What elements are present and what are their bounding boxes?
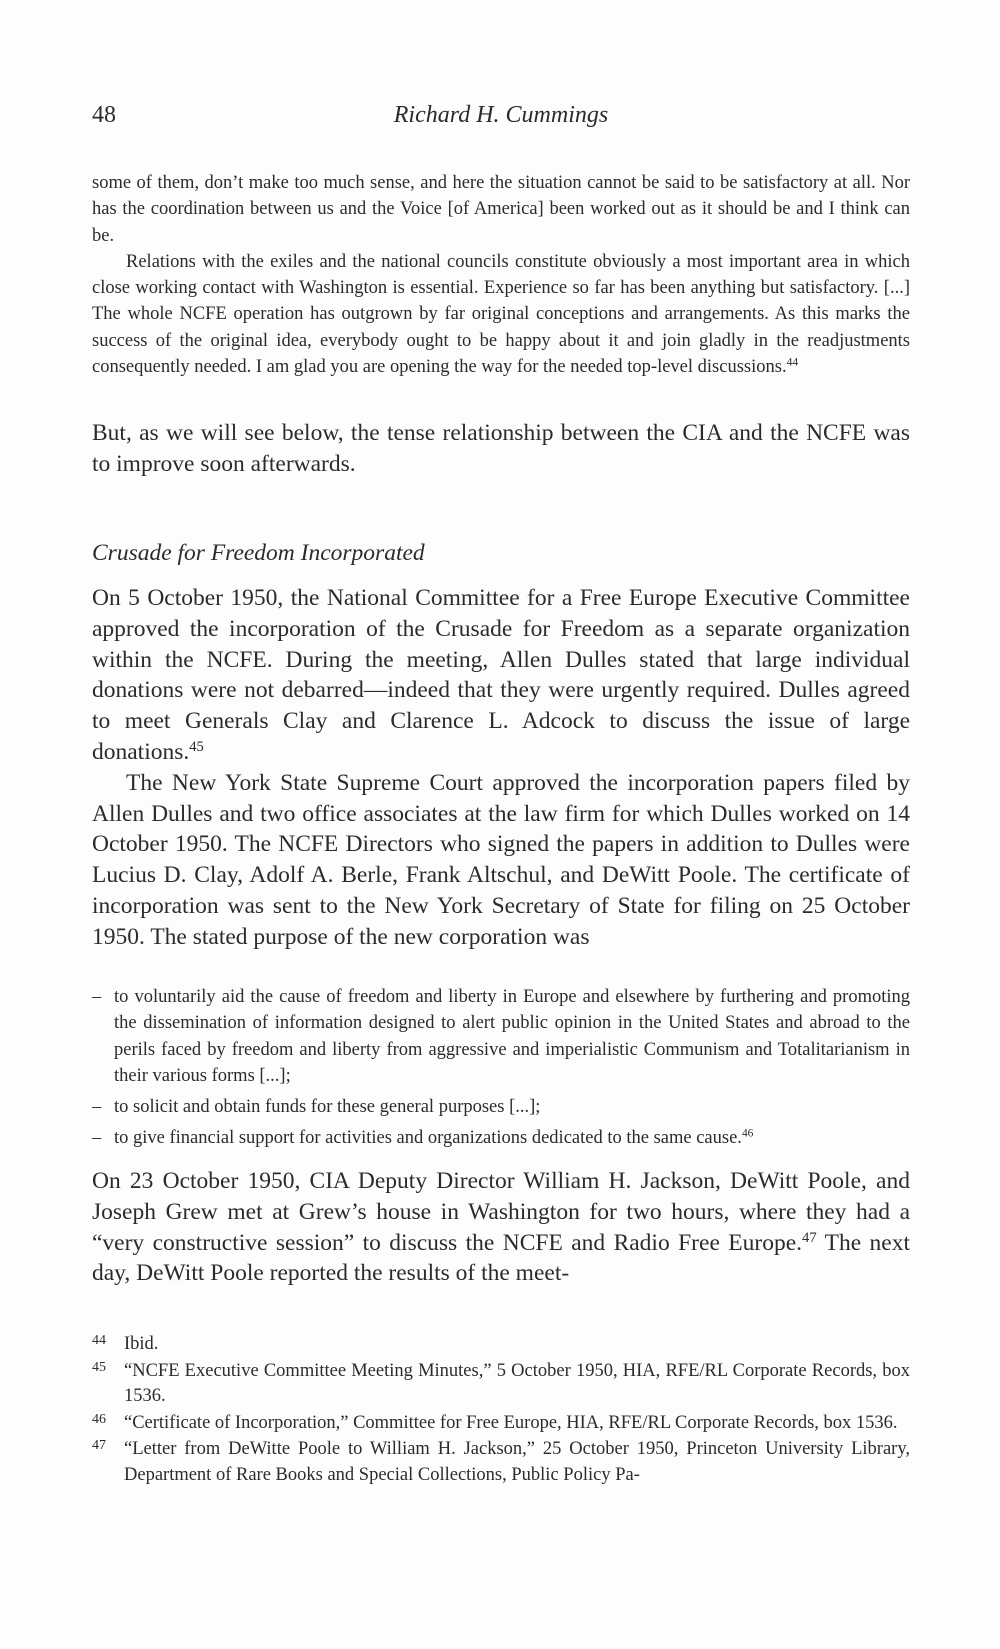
footnote-ref: 44 (786, 356, 799, 369)
footnotes (92, 1332, 910, 1489)
footnote-number: 46 (92, 1411, 106, 1427)
quote-paragraph: some of them, don’t make too much sense, and here the situation cannot be said to be satisfactory at all. Nor has the coordination between us and the Voice [of America] been worked out as it should be and I think can be. (92, 173, 910, 246)
list-dash: – (92, 987, 102, 1007)
paragraph-text-part: On 23 October 1950, CIA Deputy Director William H. Jackson, DeWitt Poole, and Joseph Grew met at Grew’s house in Washington for two hours, where they had a “very constructive session” to discuss the NCFE and Radio Free Europe. (92, 1168, 910, 1256)
page-header (92, 102, 910, 142)
footnote (92, 1359, 910, 1410)
quote-text: Relations with the exiles and the national councils constitute obviously a most important area in which close working contact with Washington is essential. Experience so far has been anything but satisfactory. [...] The whole NCFE operation has outgrown by far original conceptions and arrangements. As this marks the success of the original idea, everybody ought to be happy about it and join gladly in the readjustments consequently needed. I am glad you are opening the way for the needed top-level discussions. (92, 251, 910, 378)
paragraph-text-part: The next day, DeWitt Poole reported the results of the meet- (92, 1229, 910, 1287)
paragraph-text: On 5 October 1950, the National Committee for a Free Europe Executive Committee approved the incorporation of the Crusade for Freedom as a separate organization within the NCFE. During the meeting, Allen Dulles stated that large individual donations were not debarred—indeed that they were urgently required. Dulles agreed to meet Generals Clay and Clarence L. Adcock to discuss the issue of large donations. (92, 585, 910, 765)
footnote-number: 47 (92, 1438, 106, 1453)
paragraph-text: But, as we will see below, the tense relationship between the CIA and the NCFE was to improve soon afterwards. (92, 420, 910, 477)
footnote-text: “NCFE Executive Committee Meeting Minutes,” 5 October 1950, HIA, RFE/RL Corporate Records, box 1536. (124, 1360, 910, 1406)
footnote-ref: 46 (741, 1128, 754, 1141)
running-head: Richard H. Cummings (393, 102, 609, 128)
body-paragraph (92, 1166, 910, 1289)
body-paragraph (92, 418, 910, 480)
footnote-ref: 47 (802, 1229, 817, 1246)
footnote-ref: 45 (189, 738, 204, 755)
list-item (92, 1125, 910, 1151)
purpose-list (92, 984, 910, 1157)
footnote-text: “Letter from DeWitte Poole to William H. Jackson,” 25 October 1950, Princeton University Library, Department of Rare Books and Special Collections, Public Policy Pa- (124, 1439, 910, 1485)
list-item-text: to voluntarily aid the cause of freedom and liberty in Europe and elsewhere by furthering and promoting the dissemination of information designed to alert public opinion in the United States and abroad to the perils faced by freedom and liberty from aggressive and imperialistic Communism and Totalitarianism in their various forms [...]; (114, 987, 910, 1086)
footnote (92, 1411, 910, 1437)
paragraph-text (92, 1166, 910, 1289)
footnote-text: “Certificate of Incorporation,” Committee for Free Europe, HIA, RFE/RL Corporate Records, box 1536. (124, 1412, 898, 1433)
list-item (92, 984, 910, 1089)
footnote-number: 45 (92, 1359, 106, 1375)
quote-paragraph (92, 249, 910, 380)
footnote-number: 44 (92, 1333, 106, 1348)
list-dash: – (92, 1128, 102, 1149)
footnote (92, 1332, 910, 1358)
list-dash: – (92, 1097, 102, 1118)
section-heading: Crusade for Freedom Incorporated (92, 540, 425, 566)
list-item-text: to give financial support for activities and organizations dedicated to the same cause. (114, 1128, 742, 1149)
block-quote (92, 170, 910, 380)
body-section (92, 583, 910, 953)
list-item-text: to solicit and obtain funds for these general purposes [...]; (114, 1097, 541, 1118)
page-number: 48 (92, 102, 116, 128)
list-item (92, 1094, 910, 1120)
footnote-text: Ibid. (124, 1334, 159, 1354)
body-paragraph: The New York State Supreme Court approved the incorporation papers filed by Allen Dulles and two office associates at the law firm for which Dulles worked on 14 October 1950. The NCFE Directors who signed the papers in addition to Dulles were Lucius D. Clay, Adolf A. Berle, Frank Altschul, and DeWitt Poole. The certificate of incorporation was sent to the New York Secretary of State for filing on 25 October 1950. The stated purpose of the new corporation was (92, 769, 910, 950)
footnote (92, 1437, 910, 1488)
body-paragraph (92, 583, 910, 768)
